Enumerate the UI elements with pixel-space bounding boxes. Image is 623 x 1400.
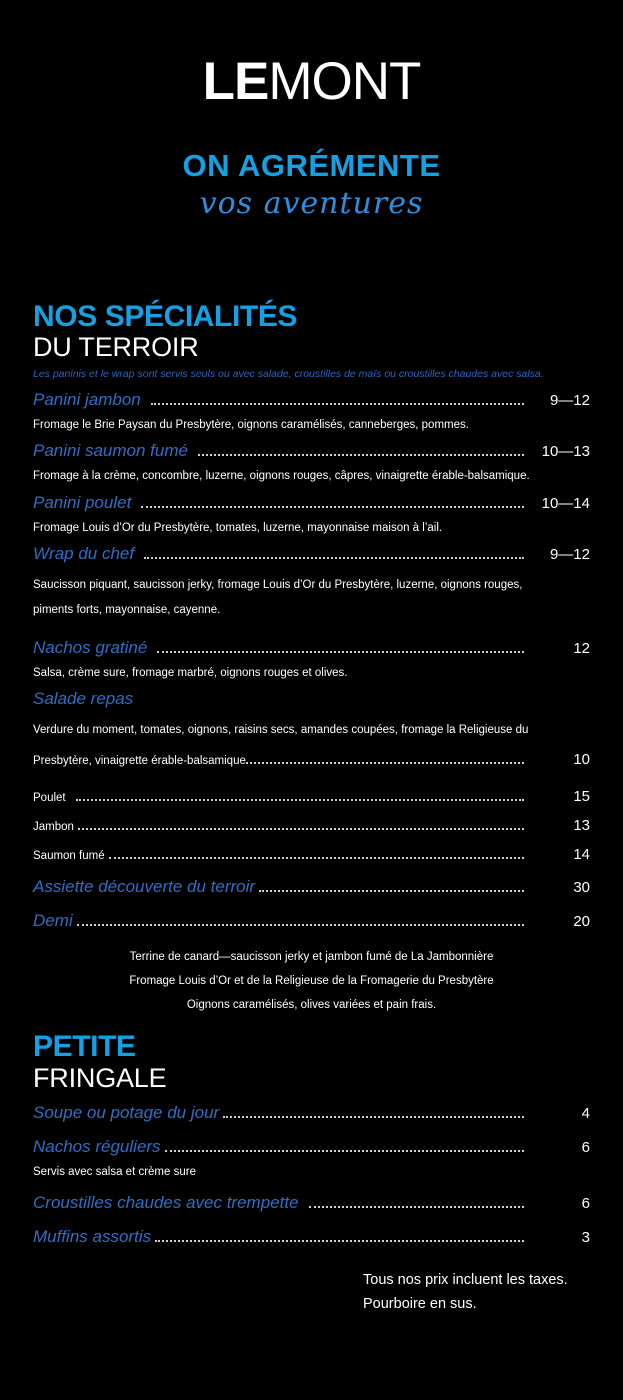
menu-item-row[interactable]	[33, 689, 590, 709]
leader-dots	[76, 799, 524, 801]
menu-item-row[interactable]	[33, 1137, 590, 1157]
leader-dots	[223, 1116, 524, 1118]
brand-name-light: MONT	[268, 52, 421, 111]
menu-item-name: Saumon fumé	[33, 850, 105, 863]
menu-item-name: Soupe ou potage du jour	[33, 1102, 220, 1122]
menu-item-name: Nachos gratiné	[33, 637, 148, 657]
leader-dots	[151, 403, 524, 405]
menu-item-price: 4	[581, 1104, 590, 1122]
tagline: ON AGRÉMENTE	[182, 148, 441, 183]
menu-item-price: 14	[573, 846, 590, 864]
footer-line: Tous nos prix incluent les taxes.	[363, 1271, 568, 1288]
menu-item-description: Fromage Louis d’Or du Presbytère, tomates, luzerne, mayonnaise maison à l’ail.	[33, 521, 443, 534]
menu-item-row[interactable]	[33, 817, 590, 834]
menu-item-row[interactable]	[33, 390, 590, 410]
leader-dots	[157, 651, 524, 653]
menu-item-name: Jambon	[33, 821, 74, 834]
menu-item-description: Servis avec salsa et crème sure	[33, 1165, 196, 1178]
menu-item-price: 10—14	[541, 494, 590, 512]
menu-item-description: Salsa, crème sure, fromage marbré, oignons rouges et olives.	[33, 666, 348, 679]
menu-item-description-line: Presbytère, vinaigrette érable-balsamique	[33, 755, 246, 768]
leader-dots	[77, 924, 524, 926]
leader-dots	[144, 557, 524, 559]
menu-item-row[interactable]	[33, 1193, 590, 1213]
menu-item-row[interactable]	[33, 544, 590, 564]
menu-item-row[interactable]	[33, 493, 590, 513]
menu-item-price: 6	[581, 1138, 590, 1156]
footer-line: Pourboire en sus.	[363, 1295, 477, 1312]
menu-item-name: Panini saumon fumé	[33, 441, 188, 461]
assiette-detail-line: Oignons caramélisés, olives variées et pain frais.	[186, 999, 437, 1012]
brand-wordmark	[0, 52, 623, 111]
section-petite-fringale	[0, 1031, 623, 1316]
menu-item-row[interactable]	[33, 846, 590, 863]
menu-item-price: 12	[573, 639, 590, 657]
leader-dots	[155, 1240, 524, 1242]
section-title-primary: PETITE	[33, 1030, 136, 1064]
leader-dots	[141, 506, 524, 508]
menu-item-price: 9—12	[549, 392, 590, 410]
menu-item-description-line: Saucisson piquant, saucisson jerky, fromage Louis d’Or du Presbytère, luzerne, oignons rouges,	[33, 578, 523, 591]
menu-item-description	[33, 573, 590, 624]
menu-item-name: Poulet	[33, 792, 66, 805]
menu-item-name: Nachos réguliers	[33, 1136, 161, 1156]
menu-item-name: Muffins assortis	[33, 1226, 152, 1246]
menu-item-description-line: piments forts, mayonnaise, cayenne.	[33, 604, 221, 617]
menu-item-description: Fromage à la crème, concombre, luzerne, oignons rouges, câpres, vinaigrette érable-balsamique.	[33, 470, 530, 483]
menu-item-description: Fromage le Brie Paysan du Presbytère, oignons caramélisés, canneberges, pommes.	[33, 419, 469, 432]
leader-dots	[259, 890, 524, 892]
menu-item-row[interactable]	[33, 877, 590, 897]
menu-item-row[interactable]	[33, 441, 590, 461]
menu-item-description-line: Verdure du moment, tomates, oignons, raisins secs, amandes coupées, fromage la Religieuse du	[33, 723, 529, 736]
menu-item-row[interactable]	[33, 1103, 590, 1123]
menu-item-price: 15	[573, 788, 590, 806]
menu-item-price: 9—12	[549, 545, 590, 563]
leader-dots	[198, 454, 524, 456]
tagline-script: vos aventures	[199, 186, 424, 221]
menu-item-price: 10	[573, 751, 590, 769]
menu-item-price: 6	[581, 1194, 590, 1212]
menu-item-name: Demi	[33, 911, 73, 931]
brand-name-bold: LE	[202, 52, 269, 111]
menu-item-name: Croustilles chaudes avec trempette	[33, 1192, 299, 1212]
assiette-detail-line: Fromage Louis d’Or et de la Religieuse de la Fromagerie du Presbytère	[129, 975, 494, 988]
leader-dots	[246, 762, 524, 764]
menu-item-name: Panini jambon	[33, 390, 141, 410]
section-specialites	[0, 301, 623, 1017]
menu-item-price: 10—13	[541, 443, 590, 461]
leader-dots	[309, 1206, 524, 1208]
assiette-details	[33, 945, 590, 1017]
menu-item-price: 20	[573, 913, 590, 931]
menu-item-name: Salade repas	[33, 688, 134, 708]
menu-item-description-priced-line	[33, 743, 590, 776]
section-intro-text: Les paninis et le wrap sont servis seuls ou avec salade, croustilles de maïs ou croustilles chaudes avec salsa.	[33, 368, 544, 381]
menu-item-price: 30	[573, 879, 590, 897]
menu-item-row[interactable]	[33, 911, 590, 931]
assiette-detail-line: Terrine de canard—saucisson jerky et jambon fumé de La Jambonnière	[129, 951, 494, 964]
leader-dots	[78, 828, 524, 830]
section-title-secondary: FRINGALE	[33, 1062, 167, 1093]
menu-item-name: Panini poulet	[33, 492, 132, 512]
menu-item-price: 3	[581, 1228, 590, 1246]
leader-dots	[109, 857, 524, 859]
menu-item-row[interactable]	[33, 788, 590, 805]
footer-note	[33, 1269, 590, 1317]
menu-item-row[interactable]	[33, 638, 590, 658]
leader-dots	[165, 1150, 524, 1152]
menu-item-name: Assiette découverte du terroir	[33, 877, 256, 897]
menu-item-price: 13	[573, 817, 590, 835]
menu-item-description	[33, 718, 590, 776]
menu-item-row[interactable]	[33, 1227, 590, 1247]
section-title-primary: NOS SPÉCIALITÉS	[33, 300, 298, 333]
menu-item-name: Wrap du chef	[33, 543, 135, 563]
brand-header	[0, 0, 623, 219]
section-title-secondary: DU TERROIR	[33, 332, 199, 363]
